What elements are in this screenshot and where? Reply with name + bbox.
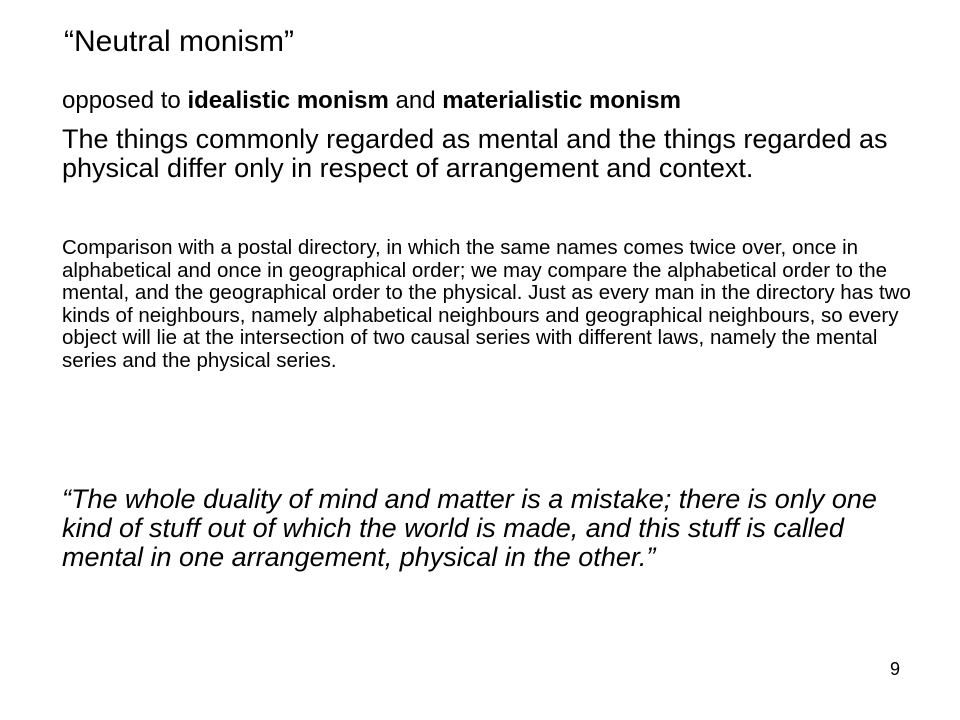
idealistic-monism-term: idealistic monism bbox=[187, 87, 389, 114]
subtitle-middle: and bbox=[388, 87, 443, 114]
subtitle bbox=[62, 86, 681, 116]
materialistic-monism-term: materialistic monism bbox=[442, 87, 681, 114]
russell-quote: “The whole duality of mind and matter is a mistake; there is only one kind of stuff out of which the world is made, and this stuff is called mental in one arrangement, physical in the other.” bbox=[62, 484, 877, 572]
main-statement: The things commonly regarded as mental and the things regarded as physical differ only in respect of arrangement and context. bbox=[62, 124, 888, 183]
subtitle-prefix: opposed to bbox=[62, 87, 188, 114]
page-number: 9 bbox=[889, 659, 900, 679]
postal-directory-comparison: Comparison with a postal directory, in which the same names comes twice over, once in alphabetical and once in geographical order; we may compare the alphabetical order to the mental, and the geographical order to the physical. Just as every man in the directory has two kinds of neighbours, namely alphabetical neighbours and geographical neighbours, so every object will lie at the intersection of two causal series with different laws, namely the mental series and the physical series. bbox=[62, 236, 911, 372]
slide-title: “Neutral monism” bbox=[64, 25, 295, 58]
